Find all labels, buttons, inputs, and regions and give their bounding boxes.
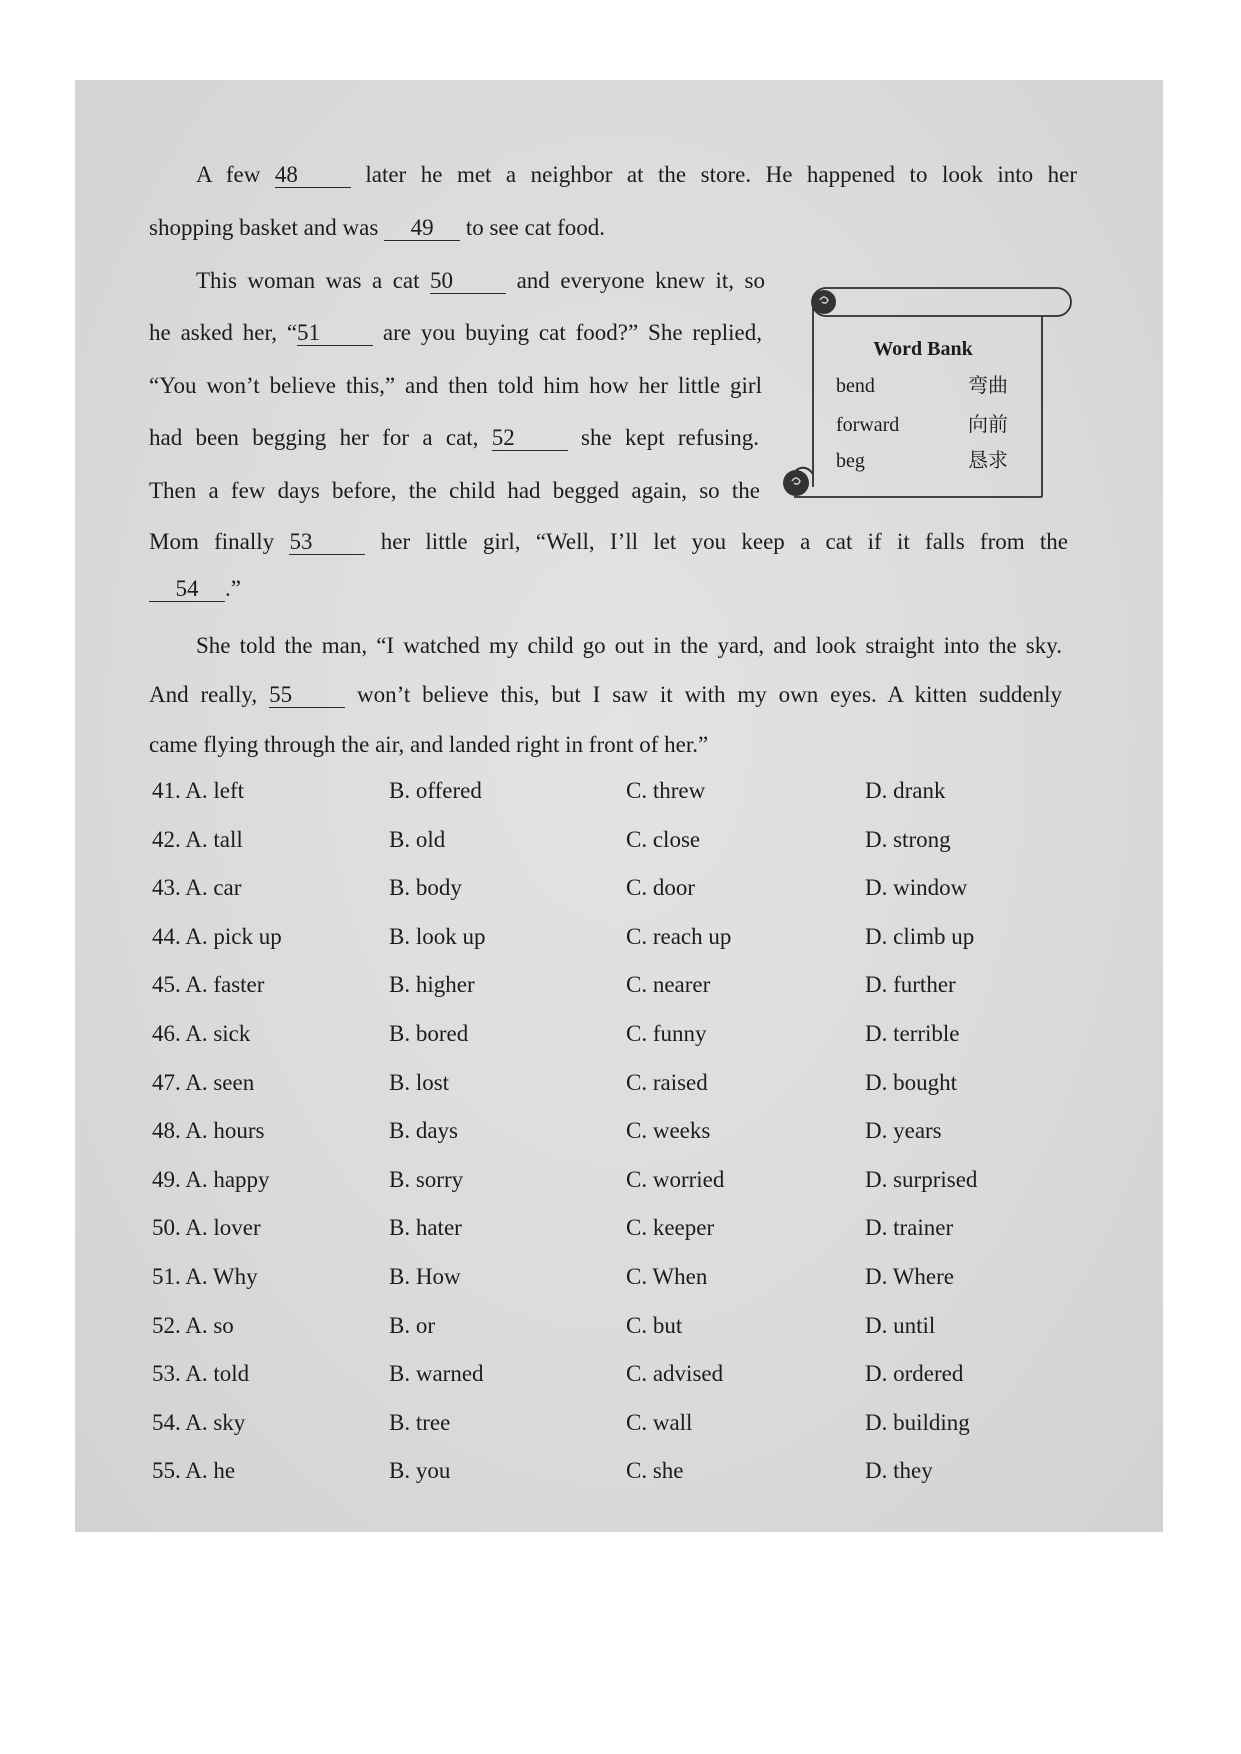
- word-bank-title: Word Bank: [873, 338, 973, 360]
- passage-text: Then a few days before, the child had begged again, so the: [149, 478, 760, 503]
- option-b: B. offered: [389, 778, 482, 803]
- option-d: D. until: [865, 1312, 936, 1338]
- option-d: D. Where: [865, 1264, 954, 1289]
- word-bank-en-1: bend: [836, 375, 875, 397]
- option-d: D. years: [865, 1118, 942, 1144]
- option-d: D. building: [865, 1409, 970, 1435]
- question-row: [0, 1262, 1241, 1292]
- option-a: 43. A. car: [152, 875, 242, 901]
- option-d: D. surprised: [865, 1166, 978, 1192]
- passage-text: And really,: [149, 682, 258, 707]
- word-bank-zh-3: 恳求: [968, 450, 1008, 472]
- option-a: 41. A. left: [152, 778, 244, 803]
- option-c: C. When: [626, 1264, 708, 1289]
- option-b: B. bored: [389, 1021, 469, 1046]
- passage-line-5: [149, 371, 762, 401]
- passage-line-3: [196, 266, 765, 296]
- option-d: D. terrible: [865, 1021, 960, 1046]
- option-d: D. trainer: [865, 1215, 954, 1241]
- passage-text: She told the man, “I watched my child go out in the yard, and look straight into the sky.: [196, 633, 1062, 658]
- passage-line-10: [196, 631, 1062, 661]
- option-c: C. keeper: [626, 1215, 715, 1241]
- option-b: B. you: [389, 1458, 451, 1484]
- option-d: D. they: [865, 1458, 933, 1484]
- answer-blank-51: 51: [297, 321, 373, 346]
- question-row: [0, 873, 1241, 903]
- option-d: D. ordered: [865, 1361, 964, 1387]
- passage-text: A few: [196, 162, 261, 187]
- question-row: [0, 776, 1241, 806]
- answer-blank-49: 49: [384, 216, 460, 241]
- option-b: B. How: [389, 1264, 461, 1289]
- passage-text: “You won’t believe this,” and then told him how her little girl: [149, 373, 762, 398]
- passage-text: are you buying cat food?” She replied,: [382, 320, 762, 345]
- option-b: B. days: [389, 1118, 458, 1144]
- word-bank-zh-2: 向前: [968, 414, 1008, 436]
- answer-blank-48: 48: [275, 163, 351, 188]
- scroll-curl-bottom-icon: [783, 470, 809, 496]
- option-b: B. look up: [389, 923, 486, 949]
- word-bank-en-2: forward: [836, 414, 900, 436]
- question-row: [0, 1213, 1241, 1243]
- option-b: B. tree: [389, 1409, 451, 1435]
- option-c: C. weeks: [626, 1118, 711, 1144]
- question-row: [0, 1359, 1241, 1389]
- option-a: 46. A. sick: [152, 1021, 251, 1046]
- option-c: C. door: [626, 875, 695, 901]
- answer-blank-53: 53: [289, 530, 365, 555]
- option-c: C. close: [626, 826, 701, 852]
- option-b: B. sorry: [389, 1166, 464, 1192]
- option-d: D. strong: [865, 826, 951, 852]
- passage-line-9: [149, 574, 449, 604]
- answer-blank-52: 52: [492, 426, 568, 451]
- option-a: 51. A. Why: [152, 1264, 258, 1289]
- passage-line-4: [149, 318, 762, 348]
- option-a: 49. A. happy: [152, 1166, 270, 1192]
- option-b: B. lost: [389, 1069, 450, 1095]
- passage-text: he asked her, “: [149, 320, 298, 345]
- passage-text: Mom finally: [149, 529, 275, 554]
- option-c: C. raised: [626, 1069, 708, 1095]
- passage-text: won’t believe this, but I saw it with my own eyes. A kitten suddenly: [356, 682, 1063, 707]
- passage-line-2: [149, 213, 849, 243]
- option-d: D. further: [865, 972, 956, 998]
- option-a: 53. A. told: [152, 1361, 250, 1387]
- passage-text: later he met a neighbor at the store. He happened to look into her: [365, 162, 1077, 187]
- option-c: C. funny: [626, 1021, 707, 1046]
- option-a: 54. A. sky: [152, 1409, 246, 1435]
- passage-text: shopping basket and was: [149, 215, 379, 240]
- passage-text: she kept refusing.: [581, 425, 759, 450]
- option-b: B. higher: [389, 972, 475, 998]
- option-c: C. wall: [626, 1409, 693, 1435]
- question-row: [0, 1165, 1241, 1195]
- option-a: 48. A. hours: [152, 1118, 265, 1144]
- option-d: D. window: [865, 875, 968, 901]
- option-c: C. advised: [626, 1361, 724, 1387]
- answer-blank-54: 54: [149, 577, 225, 602]
- option-a: 52. A. so: [152, 1312, 234, 1338]
- passage-text: and everyone knew it, so: [516, 268, 765, 293]
- question-row: [0, 1116, 1241, 1146]
- option-a: 45. A. faster: [152, 972, 265, 998]
- option-a: 50. A. lover: [152, 1215, 261, 1241]
- passage-text: had been begging her for a cat,: [149, 425, 479, 450]
- option-c: C. threw: [626, 778, 706, 803]
- option-c: C. nearer: [626, 972, 711, 998]
- passage-line-6: [149, 423, 759, 453]
- passage-text: her little girl, “Well, I’ll let you keep a cat if it falls from the: [380, 529, 1069, 554]
- option-a: 42. A. tall: [152, 826, 243, 852]
- option-c: C. but: [626, 1312, 683, 1338]
- question-row: [0, 970, 1241, 1000]
- option-a: 44. A. pick up: [152, 923, 282, 949]
- passage-line-12: [149, 730, 1049, 760]
- option-d: D. drank: [865, 778, 946, 803]
- scroll-curl-top-icon: [812, 290, 836, 314]
- word-bank-scroll-frame: [780, 282, 1080, 504]
- option-b: B. body: [389, 875, 462, 901]
- question-row: [0, 825, 1241, 855]
- question-row: [0, 1068, 1241, 1098]
- option-b: B. old: [389, 826, 446, 852]
- passage-line-11: [149, 680, 1062, 710]
- passage-text: .”: [225, 576, 241, 601]
- question-row: [0, 1019, 1241, 1049]
- option-d: D. climb up: [865, 923, 975, 949]
- passage-line-7: [149, 476, 760, 506]
- passage-text: to see cat food.: [465, 215, 606, 240]
- option-b: B. hater: [389, 1215, 462, 1241]
- passage-text: came flying through the air, and landed right in front of her.”: [149, 732, 709, 757]
- passage-text: This woman was a cat: [196, 268, 420, 293]
- option-b: B. warned: [389, 1361, 484, 1387]
- option-c: C. worried: [626, 1166, 725, 1192]
- option-a: 47. A. seen: [152, 1069, 255, 1095]
- answer-blank-50: 50: [430, 269, 506, 294]
- question-row: [0, 1311, 1241, 1341]
- question-row: [0, 922, 1241, 952]
- question-row: [0, 1408, 1241, 1438]
- option-d: D. bought: [865, 1069, 957, 1095]
- option-a: 55. A. he: [152, 1458, 236, 1484]
- passage-line-1: [196, 160, 1077, 190]
- word-bank-en-3: beg: [836, 450, 865, 472]
- passage-line-8: [149, 527, 1068, 557]
- word-bank-zh-1: 弯曲: [968, 375, 1008, 397]
- question-row: [0, 1456, 1241, 1486]
- option-c: C. reach up: [626, 923, 732, 949]
- answer-blank-55: 55: [269, 683, 345, 708]
- option-c: C. she: [626, 1458, 684, 1484]
- option-b: B. or: [389, 1312, 435, 1338]
